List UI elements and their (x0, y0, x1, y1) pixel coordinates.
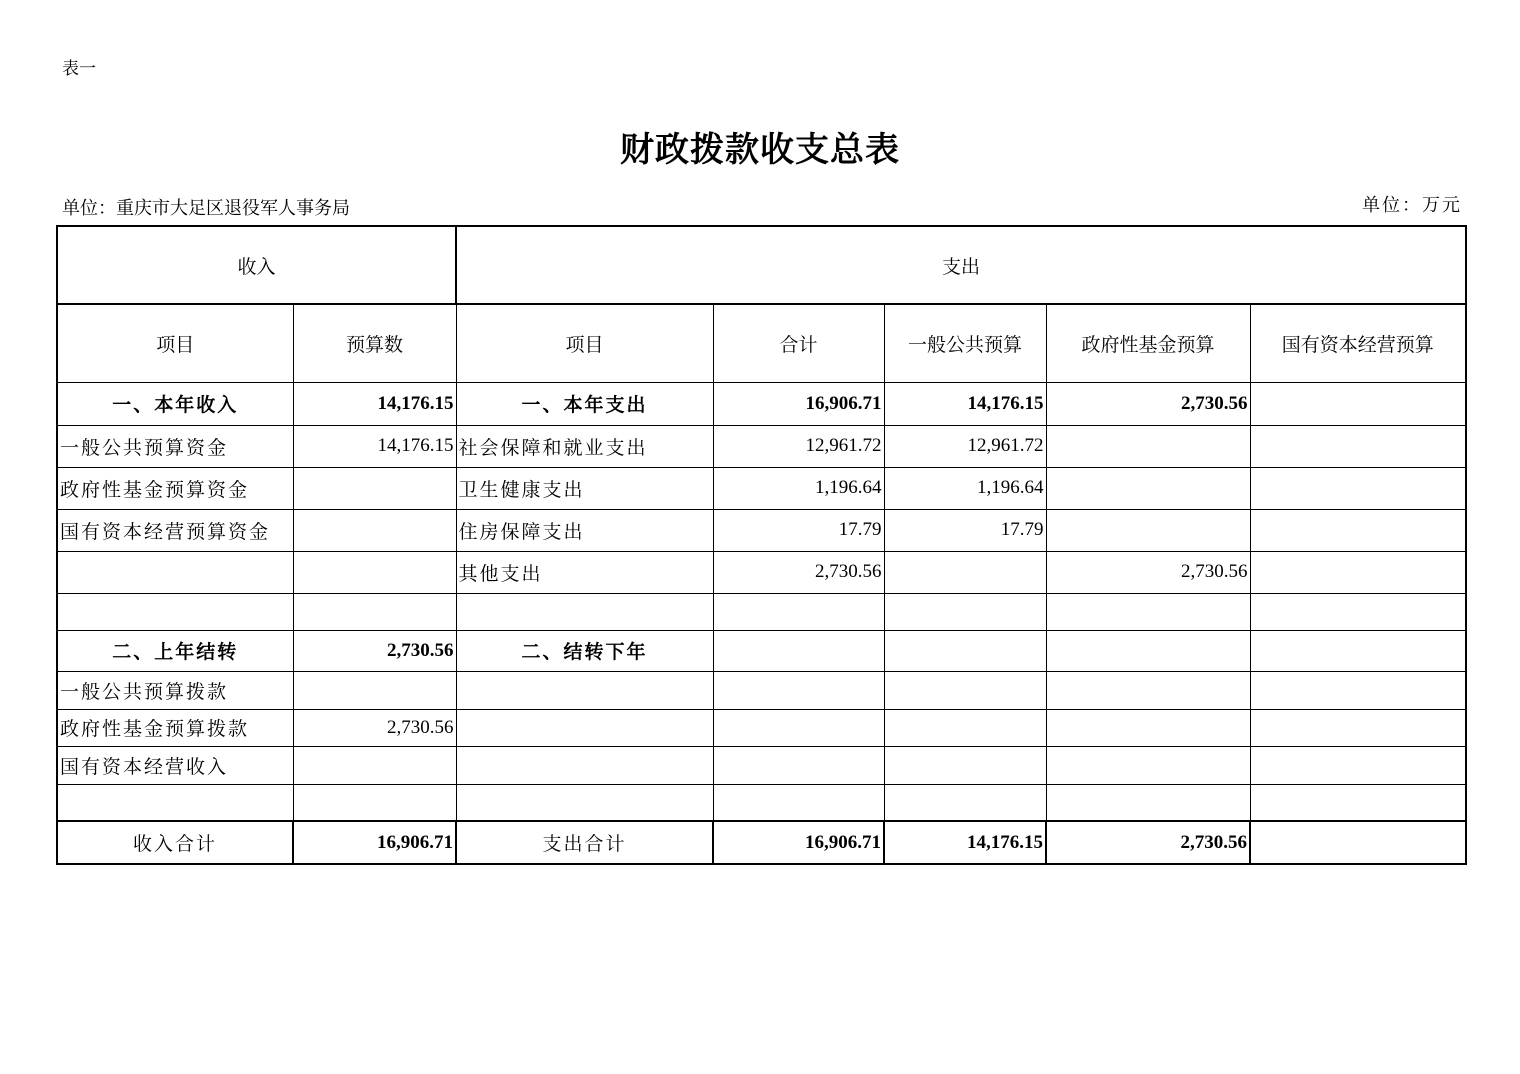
general-budget-cell (884, 709, 1046, 746)
expense-item-cell: 社会保障和就业支出 (456, 425, 713, 467)
income-item-cell: 一般公共预算资金 (57, 425, 293, 467)
income-item-header: 项目 (57, 304, 293, 382)
table-row (57, 630, 1466, 671)
general-budget-cell (884, 671, 1046, 709)
expense-total-cell: 1,196.64 (713, 467, 884, 509)
expense-item-cell (456, 593, 713, 630)
income-item-cell (57, 593, 293, 630)
expense-total-cell: 2,730.56 (713, 551, 884, 593)
expense-item-cell: 其他支出 (456, 551, 713, 593)
fund-budget-total: 2,730.56 (1046, 821, 1250, 864)
state-capital-header: 国有资本经营预算 (1250, 304, 1466, 382)
state-capital-cell (1250, 551, 1466, 593)
page-title: 财政拨款收支总表 (620, 130, 900, 170)
fund-budget-cell (1046, 467, 1250, 509)
income-amount-cell (293, 671, 456, 709)
expense-group-header: 支出 (456, 226, 1466, 304)
state-capital-total (1250, 821, 1466, 864)
income-budget-header: 预算数 (293, 304, 456, 382)
table-row (57, 709, 1466, 746)
table-number: 表一 (62, 59, 96, 79)
general-budget-header: 一般公共预算 (884, 304, 1046, 382)
currency-unit: 单位：万元 (1362, 195, 1462, 216)
general-budget-cell (884, 630, 1046, 671)
income-amount-cell: 14,176.15 (293, 382, 456, 425)
expense-total-cell: 17.79 (713, 509, 884, 551)
organization-unit: 单位：重庆市大足区退役军人事务局 (62, 198, 350, 219)
table-row (57, 382, 1466, 425)
income-total-amount: 16,906.71 (293, 821, 456, 864)
income-total-label: 收入合计 (57, 821, 293, 864)
table-row (57, 551, 1466, 593)
general-budget-cell (884, 551, 1046, 593)
expense-total-cell (713, 630, 884, 671)
state-capital-cell (1250, 630, 1466, 671)
expense-total-label: 支出合计 (456, 821, 713, 864)
column-header-row (57, 304, 1466, 382)
table-row (57, 671, 1466, 709)
fund-budget-cell (1046, 630, 1250, 671)
income-amount-cell: 14,176.15 (293, 425, 456, 467)
income-item-cell (57, 551, 293, 593)
expense-item-cell (456, 784, 713, 821)
expense-item-cell: 一、本年支出 (456, 382, 713, 425)
fund-budget-cell (1046, 784, 1250, 821)
expense-total-cell: 16,906.71 (713, 382, 884, 425)
state-capital-cell (1250, 509, 1466, 551)
table-row (57, 784, 1466, 821)
fund-budget-cell (1046, 425, 1250, 467)
income-amount-cell (293, 551, 456, 593)
state-capital-cell (1250, 746, 1466, 784)
income-item-cell: 一、本年收入 (57, 382, 293, 425)
expense-total-cell (713, 593, 884, 630)
income-group-header: 收入 (57, 226, 456, 304)
general-budget-cell: 12,961.72 (884, 425, 1046, 467)
expense-item-cell (456, 746, 713, 784)
expense-item-cell: 卫生健康支出 (456, 467, 713, 509)
expense-total-cell (713, 671, 884, 709)
expense-item-cell: 二、结转下年 (456, 630, 713, 671)
income-item-cell: 国有资本经营收入 (57, 746, 293, 784)
fund-budget-cell (1046, 509, 1250, 551)
expense-total-cell (713, 746, 884, 784)
income-item-cell (57, 784, 293, 821)
fund-budget-cell: 2,730.56 (1046, 551, 1250, 593)
income-amount-cell (293, 746, 456, 784)
income-item-cell: 二、上年结转 (57, 630, 293, 671)
state-capital-cell (1250, 425, 1466, 467)
budget-summary-table (56, 225, 1467, 865)
table-row (57, 467, 1466, 509)
general-budget-cell: 17.79 (884, 509, 1046, 551)
expense-total-cell: 12,961.72 (713, 425, 884, 467)
income-item-cell: 一般公共预算拨款 (57, 671, 293, 709)
table-row (57, 593, 1466, 630)
expense-item-header: 项目 (456, 304, 713, 382)
income-item-cell: 国有资本经营预算资金 (57, 509, 293, 551)
general-budget-total: 14,176.15 (884, 821, 1046, 864)
table-row (57, 746, 1466, 784)
state-capital-cell (1250, 671, 1466, 709)
totals-row (57, 821, 1466, 864)
income-amount-cell (293, 509, 456, 551)
table-row (57, 425, 1466, 467)
expense-total-cell (713, 709, 884, 746)
fund-budget-cell (1046, 709, 1250, 746)
income-item-cell: 政府性基金预算拨款 (57, 709, 293, 746)
income-amount-cell (293, 467, 456, 509)
general-budget-cell (884, 746, 1046, 784)
fund-budget-cell (1046, 746, 1250, 784)
expense-total-cell (713, 784, 884, 821)
fund-budget-cell: 2,730.56 (1046, 382, 1250, 425)
general-budget-cell: 1,196.64 (884, 467, 1046, 509)
expense-total-amount: 16,906.71 (713, 821, 884, 864)
income-item-cell: 政府性基金预算资金 (57, 467, 293, 509)
expense-item-cell (456, 671, 713, 709)
income-amount-cell: 2,730.56 (293, 630, 456, 671)
general-budget-cell: 14,176.15 (884, 382, 1046, 425)
table-row (57, 509, 1466, 551)
income-amount-cell (293, 784, 456, 821)
income-amount-cell (293, 593, 456, 630)
expense-total-header: 合计 (713, 304, 884, 382)
state-capital-cell (1250, 382, 1466, 425)
general-budget-cell (884, 593, 1046, 630)
group-header-row (57, 226, 1466, 304)
state-capital-cell (1250, 784, 1466, 821)
state-capital-cell (1250, 593, 1466, 630)
state-capital-cell (1250, 709, 1466, 746)
expense-item-cell (456, 709, 713, 746)
general-budget-cell (884, 784, 1046, 821)
expense-item-cell: 住房保障支出 (456, 509, 713, 551)
income-amount-cell: 2,730.56 (293, 709, 456, 746)
fund-budget-cell (1046, 671, 1250, 709)
state-capital-cell (1250, 467, 1466, 509)
fund-budget-header: 政府性基金预算 (1046, 304, 1250, 382)
fund-budget-cell (1046, 593, 1250, 630)
